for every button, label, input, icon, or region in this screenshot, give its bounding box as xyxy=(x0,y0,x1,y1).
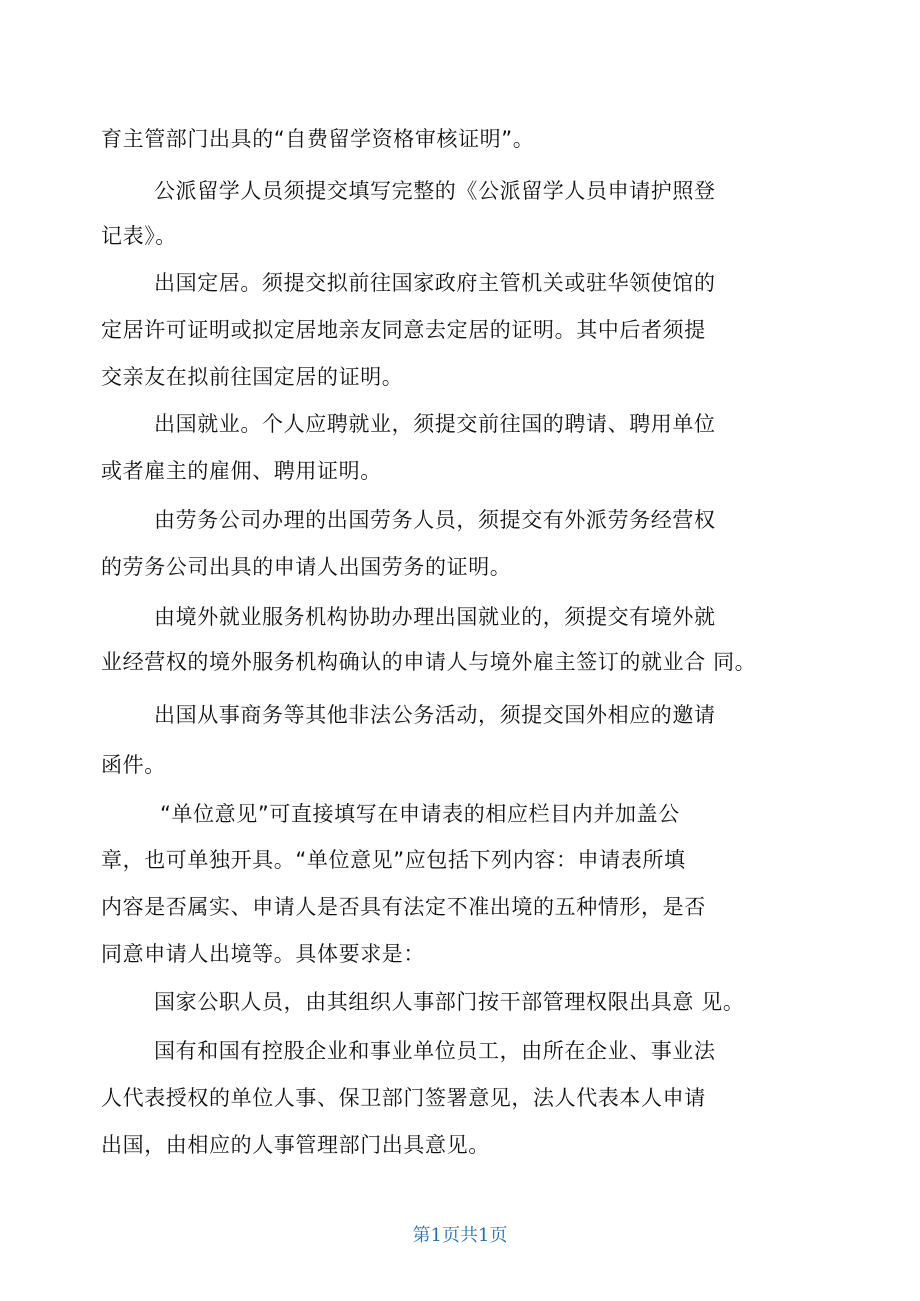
text-line: 业经营权的境外服务机构确认的申请人与境外雇主签订的就业合 同。 xyxy=(101,650,757,674)
text-line: 记表》。 xyxy=(101,224,177,248)
text-line: 出国定居。须提交拟前往国家政府主管机关或驻华领使馆的 xyxy=(154,271,716,295)
page-number-footer: 第1页共1页 xyxy=(412,1225,508,1246)
text-line: 定居许可证明或拟定居地亲友同意去定居的证明。其中后者须提 xyxy=(101,318,706,342)
text-line: 的劳务公司出具的申请人出国劳务的证明。 xyxy=(101,555,512,579)
text-line: 出国就业。个人应聘就业，须提交前往国的聘请、聘用单位 xyxy=(154,412,716,436)
text-line: 公派留学人员须提交填写完整的《公派留学人员申请护照登 xyxy=(154,179,716,203)
text-line: 育主管部门出具的“自费留学资格审核证明”。 xyxy=(101,127,535,151)
text-line: 人代表授权的单位人事、保卫部门签署意见，法人代表本人申请 xyxy=(101,1086,706,1110)
text-line: “单位意见”可直接填写在申请表的相应栏目内并加盖公 xyxy=(160,802,680,826)
text-line: 由劳务公司办理的出国劳务人员，须提交有外派劳务经营权 xyxy=(154,508,716,532)
text-line: 出国，由相应的人事管理部门出具意见。 xyxy=(101,1133,490,1157)
text-line: 函件。 xyxy=(101,753,166,777)
text-line: 国有和国有控股企业和事业单位员工，由所在企业、事业法 xyxy=(154,1039,716,1063)
text-line: 由境外就业服务机构协助办理出国就业的，须提交有境外就 xyxy=(154,605,716,629)
text-line: 出国从事商务等其他非法公务活动，须提交国外相应的邀请 xyxy=(154,703,716,727)
text-line: 内容是否属实、申请人是否具有法定不准出境的五种情形，是否 xyxy=(101,895,706,919)
text-line: 交亲友在拟前往国定居的证明。 xyxy=(101,365,404,389)
text-line: 国家公职人员，由其组织人事部门按干部管理权限出具意 见。 xyxy=(154,990,745,1014)
text-line: 同意申请人出境等。具体要求是： xyxy=(101,942,425,966)
text-line: 或者雇主的雇佣、聘用证明。 xyxy=(101,459,382,483)
text-line: 章，也可单独开具。“单位意见”应包括下列内容：申请表所填 xyxy=(101,848,686,872)
